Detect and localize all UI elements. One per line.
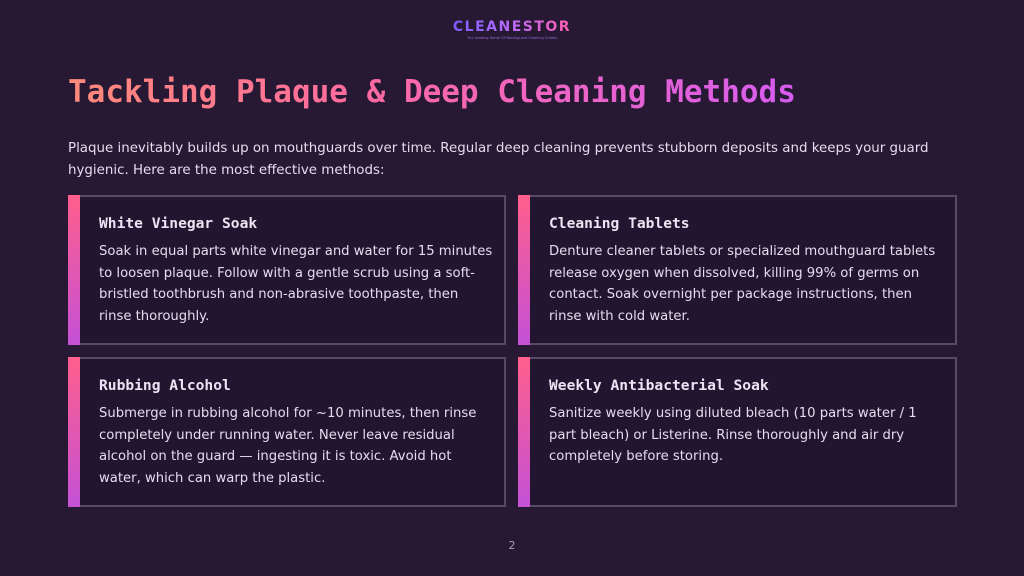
card-body: Submerge in rubbing alcohol for ~10 minutes, then rinse completely under running water. Never leave residual alcohol on the guard — ingesting it is toxic. Avoid hot water, which can warp the plastic. bbox=[99, 406, 477, 486]
card-heading: Rubbing Alcohol bbox=[99, 377, 231, 394]
card-accent-bar bbox=[518, 357, 530, 507]
intro-paragraph: Plaque inevitably builds up on mouthguards over time. Regular deep cleaning prevents stubborn deposits and keeps your guard hygienic. Here are the most effective methods: bbox=[68, 141, 929, 178]
method-card-white-vinegar-soak bbox=[68, 195, 506, 345]
method-card-weekly-antibacterial-soak bbox=[518, 357, 957, 507]
card-body: Soak in equal parts white vinegar and water for 15 minutes to loosen plaque. Follow with a gentle scrub using a soft-bristled toothbrush and non-abrasive toothpaste, then rinse thoroughly. bbox=[99, 244, 493, 324]
method-card-rubbing-alcohol bbox=[68, 357, 506, 507]
card-accent-bar bbox=[68, 195, 80, 345]
page-number: 2 bbox=[508, 539, 516, 552]
method-card-cleaning-tablets bbox=[518, 195, 957, 345]
logo-tagline: The Leading Home Of Mouthguard Cleaning Guides bbox=[467, 36, 557, 40]
card-heading: Weekly Antibacterial Soak bbox=[549, 377, 769, 394]
card-accent-bar bbox=[518, 195, 530, 345]
card-body: Sanitize weekly using diluted bleach (10 parts water / 1 part bleach) or Listerine. Rinse thoroughly and air dry completely before storing. bbox=[549, 406, 917, 464]
card-accent-bar bbox=[68, 357, 80, 507]
brand-logo bbox=[0, 16, 1024, 41]
page-title: Tackling Plaque & Deep Cleaning Methods bbox=[68, 70, 796, 114]
card-heading: White Vinegar Soak bbox=[99, 215, 258, 232]
card-heading: Cleaning Tablets bbox=[549, 215, 690, 232]
card-body: Denture cleaner tablets or specialized mouthguard tablets release oxygen when dissolved, killing 99% of germs on contact. Soak overnight per package instructions, then rinse with cold water. bbox=[549, 244, 936, 324]
logo-wordmark: CLEANESTOR bbox=[452, 19, 572, 35]
